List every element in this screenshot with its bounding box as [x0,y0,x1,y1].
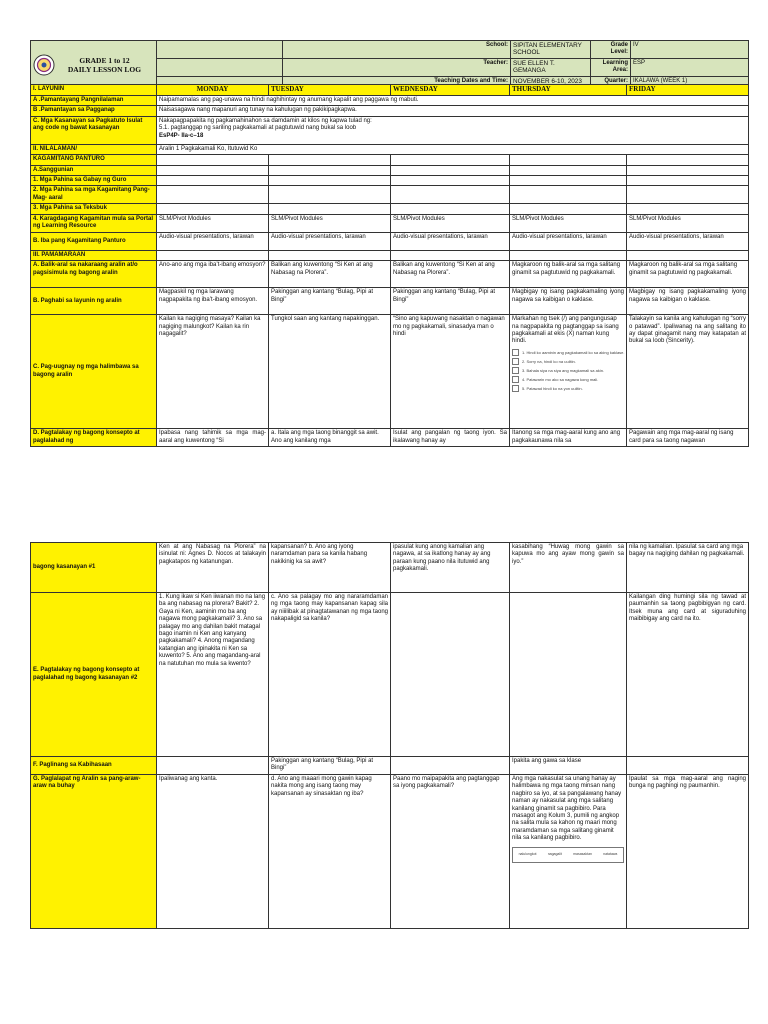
iba-tuesday: Audio-visual presentations, larawan [269,232,391,250]
day-wednesday: WEDNESDAY [391,85,510,96]
pagtalakay1-cont-thursday: kasabihang “Huwag mong gawin sa kapuwa mo ang ayaw mong gawin sa iyo.” [510,543,627,593]
paghabi-friday: Magbigay ng isang pagkakamaling iyong nagawa sa kaibigan o kaklase. [627,288,749,315]
pamantayang-pangnilalaman-text: Naipamamalas ang pag-unawa na hindi naghihintay ng anumang kapalit ang paggawa ng mabuti. [157,96,749,106]
row-label-pamamaraan: III. PAMAMARAAN [31,250,157,260]
pagtalakay1-thursday: Itanong sa mga mag-aaral kung ano ang pagkakaunawa nila sa [510,429,627,447]
paglinang-thursday: Ipakita ang gawa sa klase [510,757,627,775]
pamantayan-pagganap-text: Naisasagawa nang mapanuri ang tunay na kahulugan ng pakikipagkapwa. [157,106,749,116]
iba-thursday: Audio-visual presentations, larawan [510,232,627,250]
row-label-pamantayang-pangnilalaman: A .Pamantayang Pangnilalaman [31,96,157,106]
checklist [512,348,624,393]
day-tuesday: TUESDAY [269,85,391,96]
kasanayan-code: EsP4P- IIa-c–18 [159,132,204,139]
pagtalakay1-cont-friday: nila ng kamalian. Ipasulat sa card ang mga bagay na nagiging dahilan ng pagkakamali. [627,543,749,593]
pag-uugnay-monday: Kailan ka nagiging masaya? Kailan ka nagiging malungkot? Kailan ka rin nagagalit? [157,315,269,429]
checkbox-icon[interactable] [512,367,519,374]
pagtalakay1-cont-tuesday: kapansanan? b. Ano ang iyong naramdaman para sa kanila habang nakikinig ka sa awit? [269,543,391,593]
row-label-paglalapat: G. Paglalapat ng Aralin sa pang-araw-araw na buhay [31,775,157,929]
quarter-label: Quarter: [591,76,631,89]
checklist-item: 4. Patawarin mo ako sa nagawa kong mali. [512,375,624,384]
row-label-learning-resource: 4. Karagdagang Kagamitan mula sa Portal ng Learning Resource [31,214,157,232]
checklist-item: 2. Sorry na, hindi ko na uulitin. [512,357,624,366]
checklist-item: 3. Bahala siya na siya ang magkamali sa akin. [512,366,624,375]
paghabi-monday: Magpaskil ng mga larawang nagpapakita ng iba’t-ibang emosyon. [157,288,269,315]
word-choice: masasaktan [573,851,592,856]
pagtalakay1-cont-monday: Ken at ang Nabasag na Plorera” na isinulat ni: Agnes D. Nocos at talakayin pagkatapos ng katanungan. [157,543,269,593]
row-label-nilalaman: II. NILALAMAN/ [31,144,157,154]
school-label: School: [283,41,511,59]
balik-aral-friday: Magkaroon ng balik-aral sa mga salitang ginamit sa pagtutuwid ng pagkakamali. [627,261,749,288]
row-label-pagtalakay-1: D. Pagtalakay ng bagong konsepto at paglalahad ng [31,429,157,447]
balik-aral-thursday: Magkaroon ng balik-aral sa mga salitang ginamit sa pagtutuwid ng pagkakamali. [510,261,627,288]
row-label-pag-uugnay: C. Pag-uugnay ng mga halimbawa sa bagong aralin [31,315,157,429]
grade-label: Grade Level: [591,41,631,59]
teacher-value: SUE ELLEN T. GEMANGA [511,58,591,76]
iba-monday: Audio-visual presentations, larawan [157,232,269,250]
word-choice: nalulungkot [518,851,537,856]
balik-aral-tuesday: Balikan ang kuwentong “Si Ken at ang Nabasag na Plorera”. [269,261,391,288]
row-label-kagamitan: KAGAMITANG PANTURO [31,155,157,165]
row-label-sanggunian: A.Sanggunian [31,165,157,175]
row-label-pamantayan-pagganap: B .Pamantayan sa Pagganap [31,106,157,116]
lr-thursday: SLM/Pivot Modules [510,214,627,232]
dll-title-line1: GRADE 1 to 12 [79,55,130,65]
school-value: SIPITAN ELEMENTARY SCHOOL [511,41,591,59]
lr-monday: SLM/Pivot Modules [157,214,269,232]
lr-wednesday: SLM/Pivot Modules [391,214,510,232]
paglalapat-friday: Ipaulat sa mga mag-aaral ang naging bunga ng paghingi ng paumanhin. [627,775,749,929]
balik-aral-wednesday: Balikan ang kuwentong “Si Ken at ang Nabasag na Plorera”. [391,261,510,288]
pag-uugnay-wednesday: “Sino ang kapuwang nasaktan o nagawan mo ng pagkakamali, sinasadya man o hindi [391,315,510,429]
pag-uugnay-friday: Talakayin sa kanila ang kahulugan ng “sorry o patawad”. Ipaliwanag na ang salitang ito ay dapat ginagamit nang may katapatan at bukal sa loob (Sincerity). [627,315,749,429]
row-label-pagtalakay-2: E. Pagtalakay ng bagong konsepto at paglalahad ng bagong kasanayan #2 [31,593,157,757]
kasanayan-line1: Nakapagpapakita ng pagkamahinahon sa damdamin at kilos ng kapwa tulad ng: [159,117,372,124]
paglalapat-thursday-text: Ang mga nakasulat sa unang hanay ay halimbawa ng mga taong minsan nang nagbiro sa iyo, at sa pangalawang hanay naman ay nakasulat ang mga salitang kanilang ginamit sa pagbibiro. Para masagot ang Kolum 3, pumili ng angkop na salita mula sa kahon ng maari mong maramdaman sa mga salitang ginamit nila sa kanilang pagbibiro. [512,776,622,842]
quarter-value: IKALAWA (WEEK 1) [631,76,749,89]
balik-aral-monday: Ano-ano ang mga iba’t-ibang emosyon? [157,261,269,288]
pag-uugnay-thursday [510,315,627,429]
grade-value: IV [631,41,749,59]
lr-friday: SLM/Pivot Modules [627,214,749,232]
header-title-cell [31,41,157,90]
day-thursday: THURSDAY [510,85,627,96]
pagtalakay1-tuesday: a. Itala ang mga taong binanggit sa awit. Ano ang kanilang mga [269,429,391,447]
kasanayan-text [157,116,749,144]
day-friday: FRIDAY [627,85,749,96]
dll-title-line2: DAILY LESSON LOG [67,64,142,74]
area-label: Learning Area: [591,58,631,76]
checkbox-icon[interactable] [512,358,519,365]
pagtalakay1-wednesday: Isulat ang pangalan ng taong iyon. Sa ikalawang hanay ay [391,429,510,447]
pagtalakay2-tuesday: c. Ano sa palagay mo ang nararamdaman ng mga taong may kapansanan kapag sila ay niiilibak at pinagtatawanan ng mga taong nakapaligid sa kanila? [269,593,391,757]
pag-uugnay-thursday-text: Markahan ng tsek (/) ang pangungusap na nagpapakita ng pagtanggap sa isang pagkakamali at ekis (X) naman kung hindi. [512,316,619,345]
kasanayan-line2: 5.1. pagtanggap ng sariling pagkakamali at pagtutuwid nang bukal sa loob [159,125,357,132]
paglalapat-monday: Ipaliwanag ang kanta. [157,775,269,929]
iba-wednesday: Audio-visual presentations, larawan [391,232,510,250]
checkbox-icon[interactable] [512,376,519,383]
lesson-log-table-page1 [30,84,749,447]
word-choice: nagagalit [547,851,562,856]
row-label-pagtalakay-1-cont: bagong kasanayan #1 [31,543,157,593]
pagtalakay2-friday: Kailangan ding humingi sila ng tawad at paumanhin sa taong pagbibigyan ng card. Itsek muna ang card at siguraduhing maibibigay ang card na ito. [627,593,749,757]
paglalapat-thursday [510,775,627,929]
row-label-kasanayan: C. Mga Kasanayan sa Pagkatuto Isulat ang code ng bawat kasanayan [31,116,157,144]
checkbox-icon[interactable] [512,385,519,392]
area-value: ESP [631,58,749,76]
pag-uugnay-tuesday: Tungkol saan ang kantang napakinggan. [269,315,391,429]
row-label-gabay-guro: 1. Mga Pahina sa Gabay ng Guro [31,176,157,186]
nilalaman-text: Aralin 1 Pagkakamali Ko, Itutuwid Ko [157,144,749,154]
lr-tuesday: SLM/Pivot Modules [269,214,391,232]
row-label-balik-aral: A. Balik-aral sa nakaraang aralin at/o pagsisimula ng bagong aralin [31,261,157,288]
deped-seal-icon [33,54,55,76]
pagtalakay1-monday: Ipabasa nang tahimik sa mga mag-aaral ang kuwentong “Si [157,429,269,447]
row-label-kagamitang-magaaral: 2. Mga Pahina sa mga Kagamitang Pang- Mag- aaral [31,186,157,204]
dates-label: Teaching Dates and Time: [283,76,511,89]
row-label-iba-pang-kagamitan: B. Iba pang Kagamitang Panturo [31,232,157,250]
checklist-item: 5. Patawad hindi ko na yon uulitin. [512,384,624,393]
layunin-heading: I. LAYUNIN [31,85,157,96]
word-choice-box [512,847,624,863]
row-label-paglinang: F. Paglinang sa Kabihasaan [31,757,157,775]
paglalapat-tuesday: d. Ano ang maaari mong gawin kapag nakita mong ang isang taong may kapansanan ay sinasaktan ng iba? [269,775,391,929]
teacher-label: Teacher: [283,58,511,76]
checkbox-icon[interactable] [512,349,519,356]
word-choice: natatawa [603,851,618,856]
row-label-teksbuk: 3. Mga Pahina sa Teksbuk [31,204,157,214]
paglalapat-wednesday: Paano mo maipapakita ang pagtanggap sa iyong pagkakamali? [391,775,510,929]
pagtalakay1-friday: Pagawain ang mga mag-aaral ng isang card para sa taong nagawan [627,429,749,447]
paghabi-tuesday: Pakinggan ang kantang “Bulag, Pipi at Bingi” [269,288,391,315]
paghabi-wednesday: Pakinggan ang kantang “Bulag, Pipi at Bingi” [391,288,510,315]
paghabi-thursday: Magbigay ng isang pagkakamaling iyong nagawa sa kaibigan o kaklase. [510,288,627,315]
pagtalakay2-monday: 1. Kung ikaw si Ken iiwanan mo na lang ba ang nabasag na plorera? Bakit? 2. Gaya ni Ken, aaminin mo ba ang nagawa mong pagkakamali? 3. Ano sa palagay mo ang dahilan bakit matagal bago inamin ni Ken ang kanyang pagkakamali? 4. Anong magandang katangian ang ipinakita ni Ken sa kuwento? 5. Ano ang magandang-aral na natutuhan mo mula sa kwento? [157,593,269,757]
iba-friday: Audio-visual presentations, larawan [627,232,749,250]
paglinang-tuesday: Pakinggan ang kantang “Bulag, Pipi at Bingi” [269,757,391,775]
day-monday: MONDAY [157,85,269,96]
lesson-log-table-page2 [30,542,749,929]
header-table [30,40,749,90]
pagtalakay1-cont-wednesday: ipasulat kung anong kamalian ang nagawa, at sa ikatlong hanay ay ang paraan kung paano nila itutuwid ang pagkakamali. [391,543,510,593]
checklist-item: 1. Hindi ko aaminin ang pagkakamali ko sa aking kaklase. [512,348,624,357]
row-label-paghabi: B. Paghabi sa layunin ng aralin [31,288,157,315]
dates-value: NOVEMBER 6-10, 2023 [511,76,591,89]
